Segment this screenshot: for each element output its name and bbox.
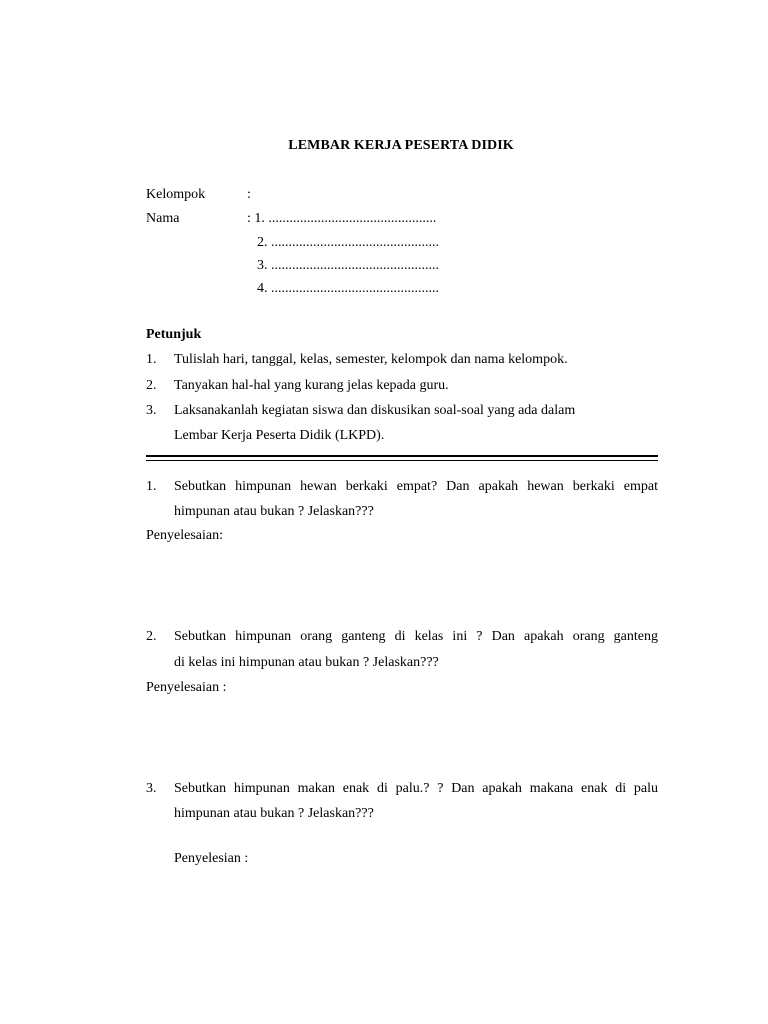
petunjuk-text-2: Tanyakan hal-hal yang kurang jelas kepada guru. — [174, 378, 449, 393]
question-3-answer-label: Penyelesian : — [174, 851, 249, 866]
nama-label: Nama — [146, 211, 180, 226]
nama-line-1: : 1. ................................................ — [247, 211, 437, 226]
question-2-number: 2. — [146, 629, 157, 644]
kelompok-label: Kelompok — [146, 187, 206, 202]
petunjuk-text-3: Laksanakanlah kegiatan siswa dan diskusikan soal-soal yang ada dalam — [174, 403, 576, 418]
question-3-number: 3. — [146, 781, 157, 796]
question-1-answer-label: Penyelesaian: — [146, 528, 223, 543]
question-3-line-1: Sebutkan himpunan makan enak di palu.? ? Dan apakah makana enak di palu — [174, 781, 658, 796]
question-2-line-2: di kelas ini himpunan atau bukan ? Jelaskan??? — [174, 655, 439, 670]
question-3-line-2: himpunan atau bukan ? Jelaskan??? — [174, 806, 374, 821]
question-2-answer-label: Penyelesaian : — [146, 680, 227, 695]
question-1-line-1: Sebutkan himpunan hewan berkaki empat? Dan apakah hewan berkaki empat — [174, 479, 658, 494]
nama-line-4: 4. ................................................ — [257, 281, 439, 296]
petunjuk-num-1: 1. — [146, 352, 157, 367]
petunjuk-text-3-cont: Lembar Kerja Peserta Didik (LKPD). — [174, 428, 385, 443]
petunjuk-num-2: 2. — [146, 378, 157, 393]
question-2-line-1: Sebutkan himpunan orang ganteng di kelas ini ? Dan apakah orang ganteng — [174, 629, 658, 644]
page-title: LEMBAR KERJA PESERTA DIDIK — [288, 138, 514, 153]
question-1-number: 1. — [146, 479, 157, 494]
kelompok-colon: : — [247, 187, 251, 202]
petunjuk-text-1: Tulislah hari, tanggal, kelas, semester, kelompok dan nama kelompok. — [174, 352, 568, 367]
nama-line-2: 2. ................................................ — [257, 235, 439, 250]
petunjuk-num-3: 3. — [146, 403, 157, 418]
divider-rule-top — [146, 455, 658, 457]
nama-line-3: 3. ................................................ — [257, 258, 439, 273]
divider-rule-bottom — [146, 460, 658, 461]
petunjuk-heading: Petunjuk — [146, 327, 202, 342]
question-1-line-2: himpunan atau bukan ? Jelaskan??? — [174, 504, 374, 519]
